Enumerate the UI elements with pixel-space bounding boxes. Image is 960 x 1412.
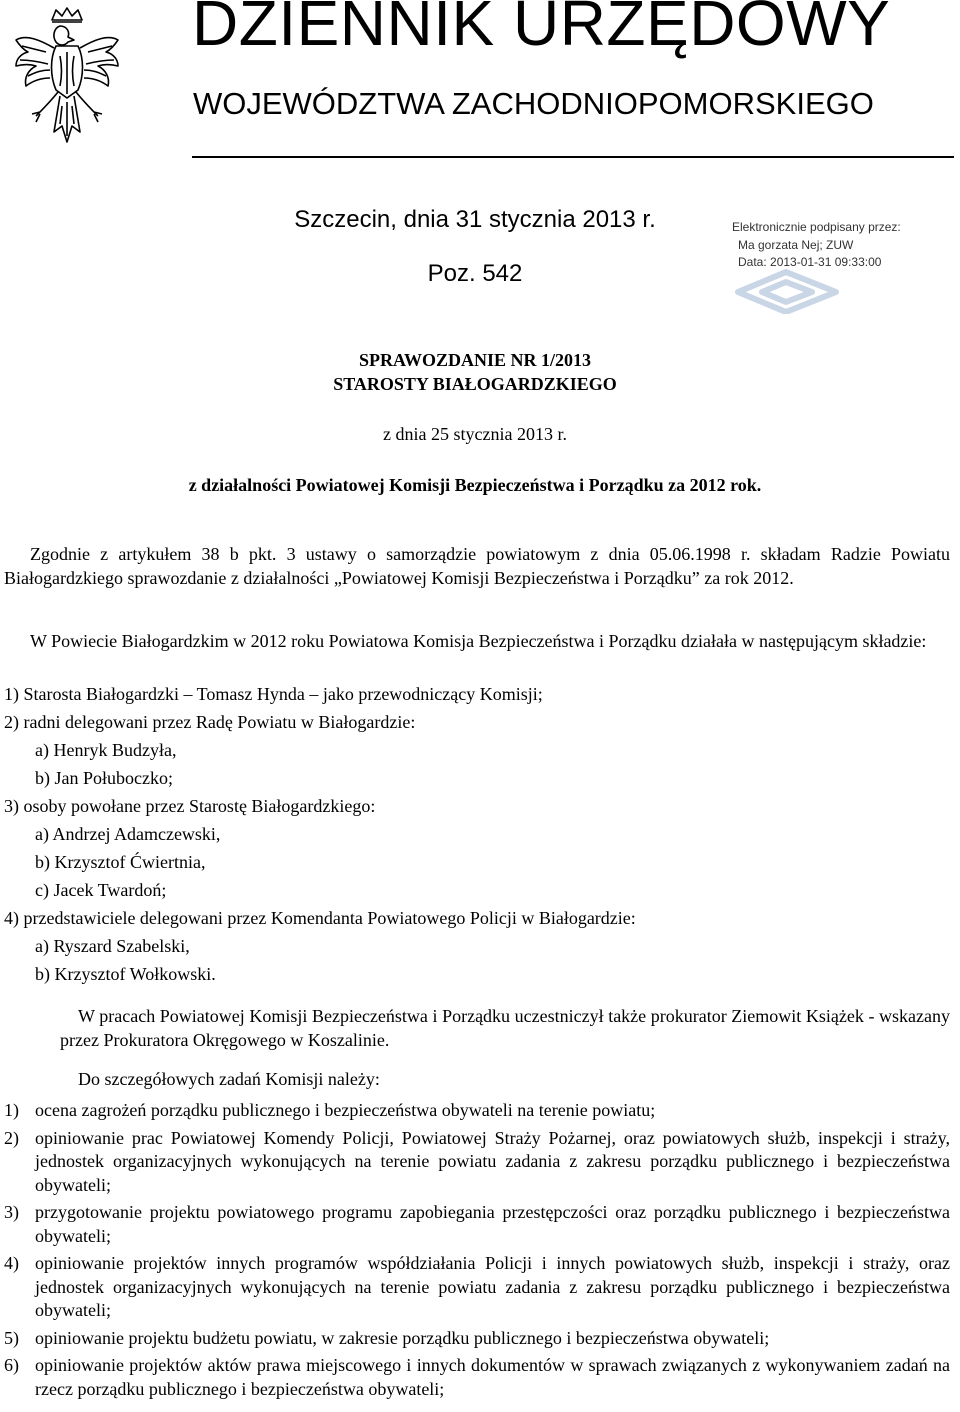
tasks-list [4, 1099, 950, 1405]
task-number: 5) [4, 1327, 19, 1348]
list-item: b) Krzysztof Ćwiertnia, [35, 852, 206, 872]
list-item: 3) osoby powołane przez Starostę Białogardzkiego: [4, 796, 376, 816]
intro-paragraph: Zgodnie z artykułem 38 b pkt. 3 ustawy o samorządzie powiatowym z dnia 05.06.1998 r. składam Radzie Powiatu Białogardzkiego sprawozdanie z działalności „Powiatowej Komisji Bezpieczeństwa i Porządku” za rok 2012. [4, 544, 950, 588]
task-text: ocena zagrożeń porządku publicznego i bezpieczeństwa obywateli na terenie powiatu; [35, 1100, 656, 1120]
list-item: a) Ryszard Szabelski, [35, 936, 190, 956]
place-date: Szczecin, dnia 31 stycznia 2013 r. [294, 206, 656, 233]
composition-paragraph: W Powiecie Białogardzkim w 2012 roku Powiatowa Komisja Bezpieczeństwa i Porządku działała w następującym składzie: [30, 631, 927, 651]
list-item: a) Andrzej Adamczewski, [35, 824, 221, 844]
list-item [4, 1201, 950, 1248]
task-text: opiniowanie projektów aktów prawa miejscowego i innych dokumentów w sprawach związanych z wykonywaniem zadań na rzecz porządku publicznego i bezpieczeństwa obywateli; [35, 1355, 950, 1399]
list-item [4, 1327, 950, 1351]
list-item [4, 1099, 950, 1123]
signature-signed-by-label: Elektronicznie podpisany przez: [732, 220, 901, 234]
list-item: 2) radni delegowani przez Radę Powiatu w Białogardzie: [4, 712, 416, 732]
electronic-signature [732, 214, 952, 306]
list-item [4, 1127, 950, 1198]
signature-signer: Ma gorzata Nej; ZUW [738, 238, 854, 252]
document-date: z dnia 25 stycznia 2013 r. [383, 424, 567, 444]
eagle-emblem-icon [10, 6, 124, 156]
signature-date: Data: 2013-01-31 09:33:00 [738, 255, 882, 269]
list-item [4, 1252, 950, 1323]
task-number: 3) [4, 1202, 19, 1222]
header-divider [192, 156, 954, 158]
prosecutor-paragraph: W pracach Powiatowej Komisji Bezpieczeństwa i Porządku uczestniczył także prokurator Ziemowit Książek - wskazany przez Prokuratora Okręgowego w Koszalinie. [60, 1006, 950, 1050]
task-text: opiniowanie projektów innych programów współdziałania Policji i innych powiatowych służb, inspekcji i straży, oraz jednostek organizacyjnych wykonujących na terenie powiatu zadania z zakresu porządku publicznego i bezpieczeństwa obywateli; [35, 1253, 950, 1320]
list-item [4, 1354, 950, 1401]
list-item: c) Jacek Twardoń; [35, 880, 167, 900]
task-text: opiniowanie projektu budżetu powiatu, w zakresie porządku publicznego i bezpieczeństwa obywateli; [35, 1327, 770, 1348]
list-item: b) Jan Połuboczko; [35, 768, 173, 788]
position-number: Poz. 542 [427, 260, 523, 287]
journal-title: DZIENNIK URZĘDOWY [192, 0, 891, 59]
tasks-intro: Do szczegółowych zadań Komisji należy: [78, 1069, 380, 1089]
document-title: SPRAWOZDANIE NR 1/2013 [358, 350, 592, 370]
task-number: 2) [4, 1127, 19, 1148]
document-author: STAROSTY BIAŁOGARDZKIEGO [333, 374, 617, 394]
task-number: 4) [4, 1253, 19, 1273]
task-number: 6) [4, 1355, 19, 1375]
task-text: opiniowanie prac Powiatowej Komendy Policji, Powiatowej Straży Pożarnej, oraz powiatowych służb, inspekcji i straży, jednostek organizacyjnych wykonujących na terenie powiatu zadania z zakresu porządku publicznego i bezpieczeństwa obywateli; [35, 1127, 950, 1195]
list-item: 4) przedstawiciele delegowani przez Komendanta Powiatowego Policji w Białogardzie: [4, 908, 636, 928]
task-number: 1) [4, 1100, 19, 1120]
list-item: a) Henryk Budzyła, [35, 740, 177, 760]
list-item: 1) Starosta Białogardzki – Tomasz Hynda – jako przewodniczący Komisji; [4, 684, 543, 704]
document-subject: z działalności Powiatowej Komisji Bezpieczeństwa i Porządku za 2012 rok. [188, 475, 762, 495]
list-item: b) Krzysztof Wołkowski. [35, 964, 216, 984]
task-text: przygotowanie projektu powiatowego programu zapobiegania przestępczości oraz porządku publicznego i bezpieczeństwa obywateli; [35, 1202, 950, 1246]
journal-subtitle: WOJEWÓDZTWA ZACHODNIOPOMORSKIEGO [193, 86, 874, 121]
